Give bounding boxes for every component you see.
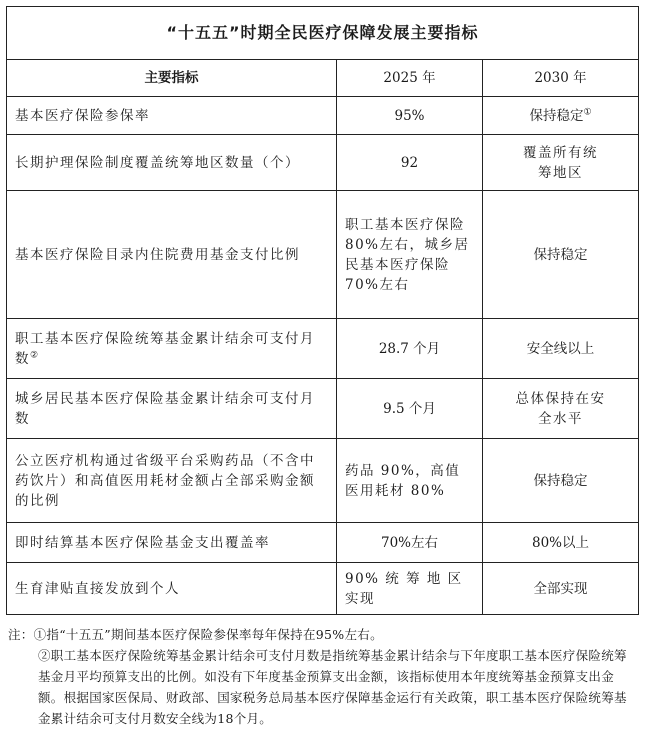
value-2030-cell [483,135,639,191]
value-2030-cell: 全部实现 [483,563,639,615]
value-2030-text: 覆盖所有统筹地区 [523,144,599,181]
table-row [7,97,639,135]
value-2030-text: 总体保持在安全水平 [515,390,606,427]
footnote-1: 注：①指“十五五”期间基本医疗保险参保率每年保持在95%左右。 [8,627,383,642]
indicator-cell: 基本医疗保险参保率 [7,97,337,135]
footnote-marker: ② [30,350,40,360]
header-2025: 2025 年 [337,60,483,97]
indicator-cell: 长期护理保险制度覆盖统筹地区数量（个） [7,135,337,191]
value-2030-cell: 安全线以上 [483,319,639,379]
value-2030-cell: 保持稳定 [483,191,639,319]
value-2030-cell: 80%以上 [483,523,639,563]
value-2030-cell [483,97,639,135]
table-row [7,135,639,191]
footnote-marker: ① [583,107,592,117]
value-2025-cell: 95% [337,97,483,135]
footnote-2: ②职工基本医疗保险统筹基金累计结余可支付月数是指统筹基金累计结余与下年度职工基本医疗保险统筹基金月平均预算支出的比例。如没有下年度基金预算支出金额，该指标使用本年度统筹基金预算支出金额。根据国家医保局、财政部、国家税务总局基本医疗保障基金运行有关政策，职工基本医疗保险统筹基金累计结余可支付月数安全线为18个月。 [38,648,627,726]
header-2030: 2030 年 [483,60,639,97]
table-row [7,439,639,523]
value-2030-text: 保持稳定 [529,107,584,124]
table-title: “十五五”时期全民医疗保障发展主要指标 [7,7,639,60]
table-row [7,379,639,439]
indicator-cell: 基本医疗保险目录内住院费用基金支付比例 [7,191,337,319]
value-2025-cell: 92 [337,135,483,191]
value-2025-cell: 职工基本医疗保险 80%左右，城乡居民基本医疗保险 70%左右 [337,191,483,319]
table-row [7,191,639,319]
indicator-cell [7,319,337,379]
value-2025-cell: 28.7 个月 [337,319,483,379]
title-row [7,7,639,60]
table-row [7,523,639,563]
value-2030-cell: 保持稳定 [483,439,639,523]
header-indicator: 主要指标 [7,60,337,97]
indicator-cell: 公立医疗机构通过省级平台采购药品（不含中药饮片）和高值医用耗材金额占全部采购金额的比例 [7,439,337,523]
table-row [7,563,639,615]
indicator-cell: 生育津贴直接发放到个人 [7,563,337,615]
indicators-table [6,6,639,615]
footnotes [8,624,638,729]
table-row [7,319,639,379]
value-2030-cell [483,379,639,439]
indicator-cell: 即时结算基本医疗保险基金支出覆盖率 [7,523,337,563]
value-2025-cell: 70%左右 [337,523,483,563]
indicator-text: 职工基本医疗保险统筹基金累计结余可支付月数 [15,330,315,367]
value-2025-cell: 9.5 个月 [337,379,483,439]
value-2025-cell: 药品 90%，高值医用耗材 80% [337,439,483,523]
value-2025-cell: 90% 统 筹 地 区 实现 [337,563,483,615]
indicator-cell: 城乡居民基本医疗保险基金累计结余可支付月数 [7,379,337,439]
header-row [7,60,639,97]
